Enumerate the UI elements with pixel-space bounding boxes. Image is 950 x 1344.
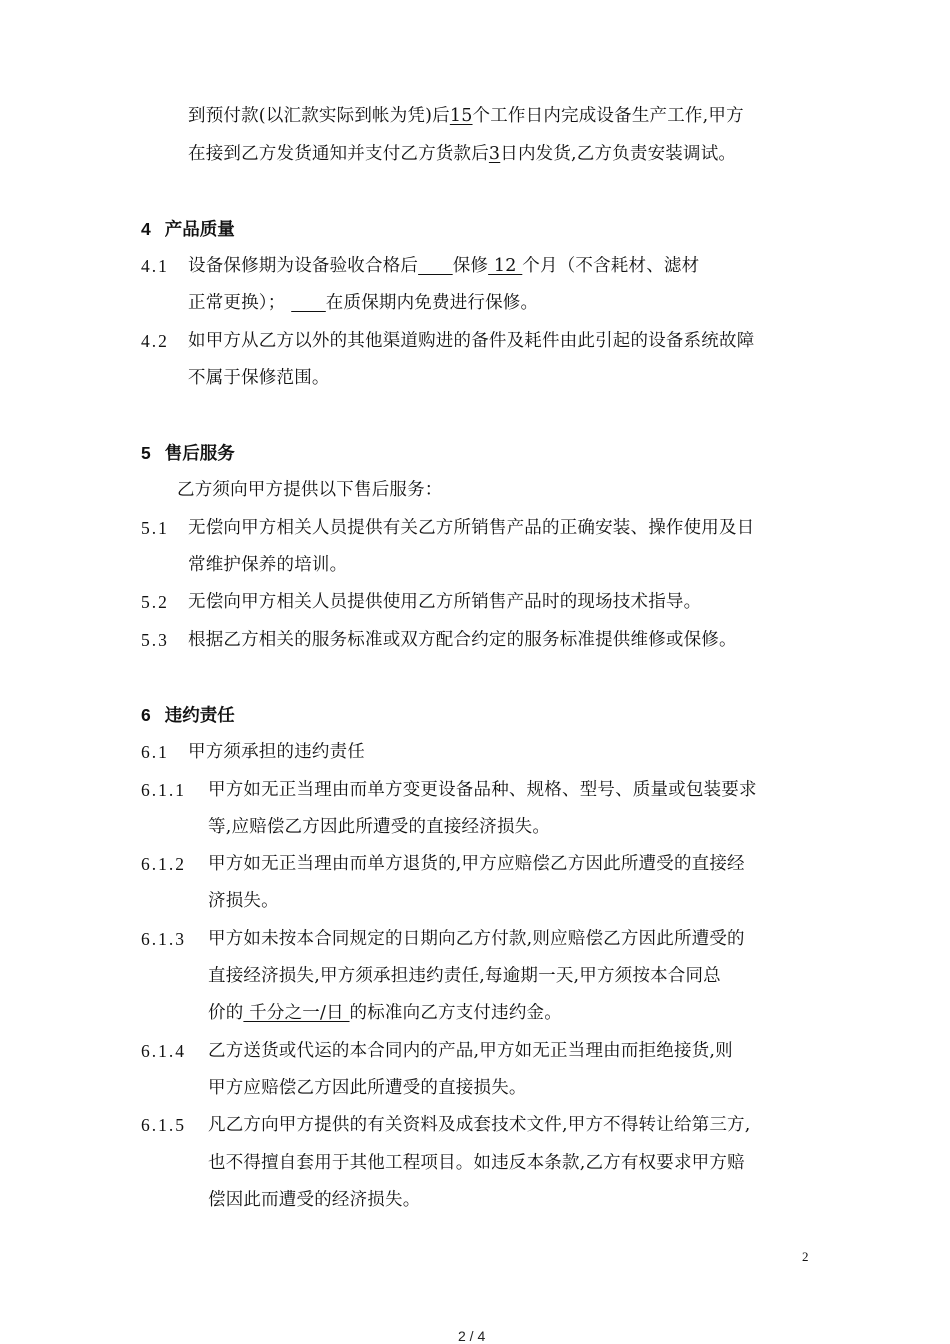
- clause-text: 正常更换）； 在质保期内免费进行保修。: [188, 293, 539, 313]
- clause-number: 4.1: [141, 256, 169, 276]
- clause-text: 甲方如无正当理由而单方变更设备品种、规格、型号、质量或包装要求: [208, 780, 757, 800]
- clause-text: 设备保修期为设备验收合格后 保修 12 个月（不含耗材、滤材: [188, 256, 700, 276]
- section-intro: 乙方须向甲方提供以下售后服务：: [177, 480, 443, 500]
- clause-text: 凡乙方向甲方提供的有关资料及成套技术文件,甲方不得转让给第三方,: [208, 1115, 751, 1135]
- clause-text: 济损失。: [208, 891, 279, 911]
- section-heading-5: 5 售后服务: [141, 443, 235, 464]
- clause-number: 6.1.5: [141, 1115, 186, 1135]
- blank-field: [418, 256, 453, 276]
- section-heading-4: 4 产品质量: [141, 219, 235, 240]
- clause-number: 6.1.3: [141, 929, 186, 949]
- clause-number: 4.2: [141, 331, 169, 351]
- work-days-value: 15: [449, 106, 473, 126]
- clause-text: 无偿向甲方相关人员提供有关乙方所销售产品的正确安装、操作使用及日: [188, 518, 755, 538]
- clause-text: 甲方应赔偿乙方因此所遭受的直接损失。: [208, 1078, 527, 1098]
- clause-text: 也不得擅自套用于其他工程项目。如违反本条款,乙方有权要求甲方赔: [208, 1153, 745, 1173]
- clause-number: 5.1: [141, 518, 169, 538]
- clause-text: 无偿向甲方相关人员提供使用乙方所销售产品时的现场技术指导。: [188, 592, 702, 612]
- clause-text: 如甲方从乙方以外的其他渠道购进的备件及耗件由此引起的设备系统故障: [188, 331, 755, 351]
- clause-text: 甲方如无正当理由而单方退货的,甲方应赔偿乙方因此所遭受的直接经: [208, 854, 745, 874]
- clause-number: 6.1: [141, 742, 169, 762]
- clause-text: 常维护保养的培训。: [188, 555, 348, 575]
- penalty-rate-value: 千分之一/日: [243, 1003, 350, 1023]
- paragraph-line: 在接到乙方发货通知并支付乙方货款后3日内发货,乙方负责安装调试。: [188, 144, 737, 164]
- clause-text: 甲方如未按本合同规定的日期向乙方付款,则应赔偿乙方因此所遭受的: [208, 929, 745, 949]
- clause-number: 5.3: [141, 630, 169, 650]
- warranty-months-value: 12: [488, 256, 523, 276]
- clause-text: 甲方须承担的违约责任: [188, 742, 365, 762]
- clause-text: 根据乙方相关的服务标准或双方配合约定的服务标准提供维修或保修。: [188, 630, 737, 650]
- delivery-days-value: 3: [488, 144, 501, 164]
- clause-number: 6.1.4: [141, 1041, 186, 1061]
- clause-number: 6.1.2: [141, 854, 186, 874]
- clause-text: 价的 千分之一/日 的标准向乙方支付违约金。: [208, 1003, 562, 1023]
- clause-text: 不属于保修范围。: [188, 368, 330, 388]
- page-number: 2: [802, 1249, 809, 1264]
- clause-text: 等,应赔偿乙方因此所遭受的直接经济损失。: [208, 817, 551, 837]
- clause-number: 6.1.1: [141, 780, 186, 800]
- clause-text: 直接经济损失,甲方须承担违约责任,每逾期一天,甲方须按本合同总: [208, 966, 721, 986]
- section-heading-6: 6 违约责任: [141, 705, 235, 726]
- paragraph-line: 到预付款(以汇款实际到帐为凭)后15个工作日内完成设备生产工作,甲方: [188, 106, 744, 126]
- clause-text: 乙方送货或代运的本合同内的产品,甲方如无正当理由而拒绝接货,则: [208, 1041, 733, 1061]
- clause-number: 5.2: [141, 592, 169, 612]
- blank-field: [291, 293, 326, 313]
- page-indicator: 2 / 4: [458, 1328, 486, 1344]
- clause-text: 偿因此而遭受的经济损失。: [208, 1190, 421, 1210]
